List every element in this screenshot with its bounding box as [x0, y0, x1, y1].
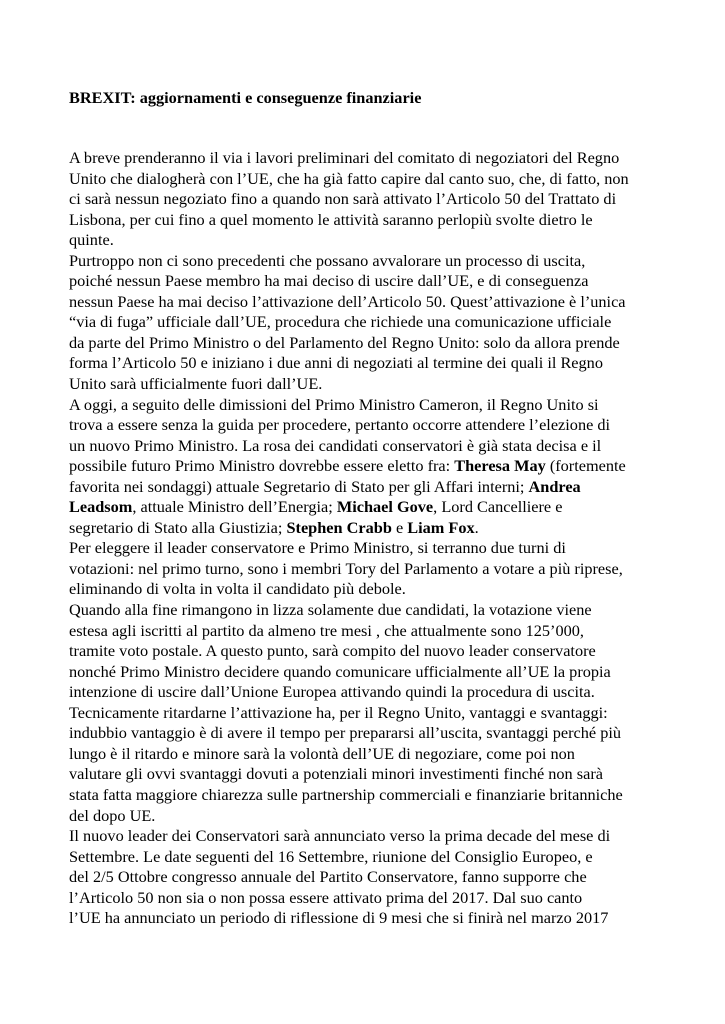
text-line — [69, 456, 689, 477]
text-line: quinte. — [69, 230, 114, 250]
text-line: nessun Paese ha mai deciso l’attivazione dell’Articolo 50. Quest’attivazione è l’unica — [69, 291, 626, 311]
text-segment: possibile futuro Primo Ministro dovrebbe essere eletto fra: — [69, 456, 455, 476]
text-line: Lisbona, per cui fino a quel momento le attività saranno perlopiù svolte dietro le — [69, 209, 593, 229]
text-line: A breve prenderanno il via i lavori preliminari del comitato di negoziatori del Regno — [69, 148, 620, 167]
text-line: da parte del Primo Ministro o del Parlamento del Regno Unito: solo da allora prende — [69, 332, 620, 352]
text-segment: (fortemente — [545, 456, 626, 476]
text-line: l’Articolo 50 non sia o non possa essere attivato prima del 2017. Dal suo canto — [69, 887, 583, 907]
text-line: Il nuovo leader dei Conservatori sarà annunciato verso la prima decade del mese di — [69, 826, 611, 846]
text-line: lungo è il ritardo e minore sarà la volontà dell’UE di negoziare, come poi non — [69, 743, 575, 763]
document-title: BREXIT: aggiornamenti e conseguenze finanziarie — [69, 88, 422, 107]
text-line: trova a essere senza la guida per procedere, pertanto occorre attendere l’elezione di — [69, 415, 611, 435]
text-segment: segretario di Stato alla Giustizia; — [69, 517, 287, 537]
text-line: un nuovo Primo Ministro. La rosa dei candidati conservatori è già stata decisa e il — [69, 435, 602, 455]
text-line: Quando alla fine rimangono in lizza solamente due candidati, la votazione viene — [69, 600, 592, 620]
text-line: votazioni: nel primo turno, sono i membri Tory del Parlamento a votare a più riprese, — [69, 558, 623, 578]
text-segment: , attuale Ministro dell’Energia; — [132, 497, 337, 517]
candidate-name: Leadsom — [69, 497, 133, 517]
text-line: Per eleggere il leader conservatore e Primo Ministro, si terranno due turni di — [69, 538, 566, 558]
text-line — [69, 477, 689, 498]
text-line: Unito che dialogherà con l’UE, che ha già fatto capire dal canto suo, che, di fatto, non — [69, 168, 629, 188]
candidate-name: Theresa May — [454, 456, 546, 476]
text-line: l’UE ha annunciato un periodo di riflessione di 9 mesi che si finirà nel marzo 2017 — [69, 908, 609, 928]
text-segment: favorita nei sondaggi) attuale Segretario di Stato per gli Affari interni; — [69, 476, 529, 496]
text-segment: e — [391, 517, 408, 537]
text-line: Purtroppo non ci sono precedenti che possano avvalorare un processo di uscita, — [69, 250, 586, 270]
text-line: Settembre. Le date seguenti del 16 Settembre, riunione del Consiglio Europeo, e — [69, 846, 593, 866]
text-line: del dopo UE. — [69, 805, 156, 825]
text-segment: , Lord Cancelliere e — [433, 497, 563, 517]
text-line: “via di fuga” ufficiale dall’UE, procedura che richiede una comunicazione ufficiale — [69, 312, 612, 332]
text-line: Unito sarà ufficialmente fuori dall’UE. — [69, 374, 323, 394]
text-line: del 2/5 Ottobre congresso annuale del Partito Conservatore, fanno supporre che — [69, 867, 587, 887]
text-line: ci sarà nessun negoziato fino a quando non sarà attivato l’Articolo 50 del Trattato di — [69, 189, 617, 209]
document-body — [69, 148, 689, 929]
text-line: poiché nessun Paese membro ha mai deciso di uscire dall’UE, e di conseguenza — [69, 271, 589, 291]
candidate-name: Michael Gove — [336, 497, 434, 517]
text-line: tramite voto postale. A questo punto, sarà compito del nuovo leader conservatore — [69, 641, 596, 661]
text-line — [69, 518, 689, 539]
text-line: Tecnicamente ritardarne l’attivazione ha, per il Regno Unito, vantaggi e svantaggi: — [69, 702, 608, 722]
text-line: stata fatta maggiore chiarezza sulle partnership commerciali e finanziarie britanniche — [69, 784, 623, 804]
text-line: eliminando di volta in volta il candidato più debole. — [69, 579, 406, 599]
text-line: indubbio vantaggio è di avere il tempo per prepararsi all’uscita, svantaggi perché più — [69, 723, 622, 743]
text-line — [69, 497, 689, 518]
text-line: estesa agli iscritti al partito da almeno tre mesi , che attualmente sono 125’000, — [69, 620, 584, 640]
text-line: valutare gli ovvi svantaggi dovuti a potenziali minori investimenti finché non sarà — [69, 764, 603, 784]
text-line: forma l’Articolo 50 e iniziano i due anni di negoziati al termine dei quali il Regno — [69, 353, 603, 373]
text-line: A oggi, a seguito delle dimissioni del Primo Ministro Cameron, il Regno Unito si — [69, 394, 599, 414]
candidate-name: Stephen Crabb — [286, 517, 392, 537]
text-line: nonché Primo Ministro decidere quando comunicare ufficialmente all’UE la propia — [69, 661, 611, 681]
text-segment: . — [474, 517, 479, 537]
candidate-name: Liam Fox — [407, 517, 475, 537]
candidate-name: Andrea — [528, 476, 581, 496]
text-line: intenzione di uscire dall’Unione Europea attivando quindi la procedura di uscita. — [69, 682, 595, 702]
